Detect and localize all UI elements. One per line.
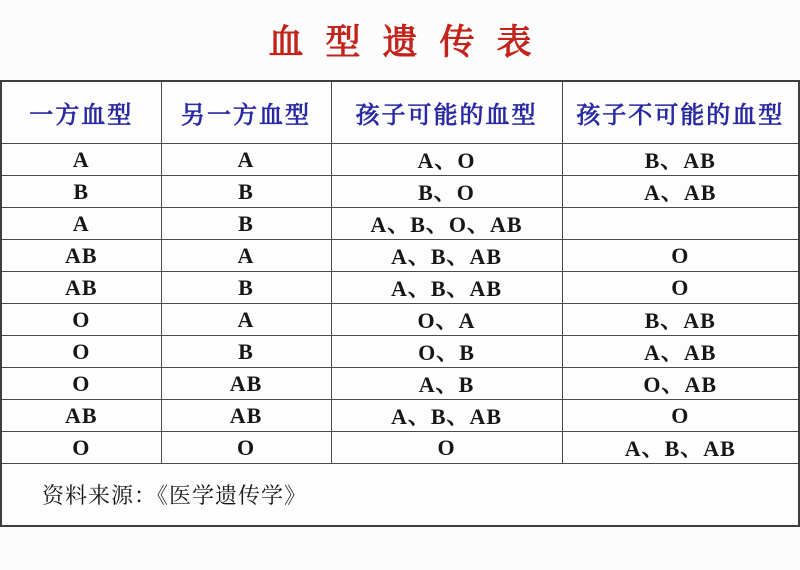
blood-type-inheritance-table (0, 80, 800, 527)
table-cell: A、AB (562, 176, 799, 208)
table-cell: O、A (331, 304, 562, 336)
table-cell: A、O (331, 144, 562, 176)
table-cell: A (161, 304, 331, 336)
table-row (1, 336, 799, 368)
table-cell: AB (161, 368, 331, 400)
table-cell: A、AB (562, 336, 799, 368)
table-cell: O (1, 336, 161, 368)
table-cell: B (161, 272, 331, 304)
table-row (1, 432, 799, 464)
source-note: 资料来源：《医学遗传学》 (1, 464, 799, 527)
table-cell: B、AB (562, 144, 799, 176)
table-cell: B、O (331, 176, 562, 208)
table-cell: O (331, 432, 562, 464)
page-title: 血型遗传表 (268, 22, 554, 63)
table-row (1, 176, 799, 208)
table-cell: A、B、O、AB (331, 208, 562, 240)
table-cell: AB (1, 272, 161, 304)
table-row (1, 144, 799, 176)
table-cell: A、B、AB (331, 400, 562, 432)
table-row (1, 368, 799, 400)
table-cell: B (1, 176, 161, 208)
table-cell: O (1, 304, 161, 336)
table-cell: A (1, 208, 161, 240)
table-cell: O (562, 400, 799, 432)
table-cell: B (161, 208, 331, 240)
table-cell: A、B、AB (331, 272, 562, 304)
table-row (1, 208, 799, 240)
footer-row (1, 464, 799, 527)
table-cell: A、B、AB (331, 240, 562, 272)
table-row (1, 400, 799, 432)
table-cell: O (161, 432, 331, 464)
title-bar (0, 0, 800, 80)
table-cell: A、B、AB (562, 432, 799, 464)
table-cell: A (1, 144, 161, 176)
table-cell: O (562, 272, 799, 304)
table-cell: AB (1, 240, 161, 272)
table-cell (562, 208, 799, 240)
table-row (1, 304, 799, 336)
table-cell: B (161, 176, 331, 208)
table-cell: A (161, 144, 331, 176)
col-header-child-possible: 孩子可能的血型 (331, 81, 562, 144)
header-row (1, 81, 799, 144)
table-cell: O (562, 240, 799, 272)
table-row (1, 240, 799, 272)
table-cell: A、B (331, 368, 562, 400)
table-row (1, 272, 799, 304)
table-cell: A (161, 240, 331, 272)
col-header-parent-two: 另一方血型 (161, 81, 331, 144)
table-cell: AB (1, 400, 161, 432)
table-cell: AB (161, 400, 331, 432)
table-cell: O、B (331, 336, 562, 368)
table-cell: O (1, 432, 161, 464)
col-header-parent-one: 一方血型 (1, 81, 161, 144)
table-cell: O、AB (562, 368, 799, 400)
table-cell: B、AB (562, 304, 799, 336)
table-cell: O (1, 368, 161, 400)
col-header-child-impossible: 孩子不可能的血型 (562, 81, 799, 144)
table-cell: B (161, 336, 331, 368)
